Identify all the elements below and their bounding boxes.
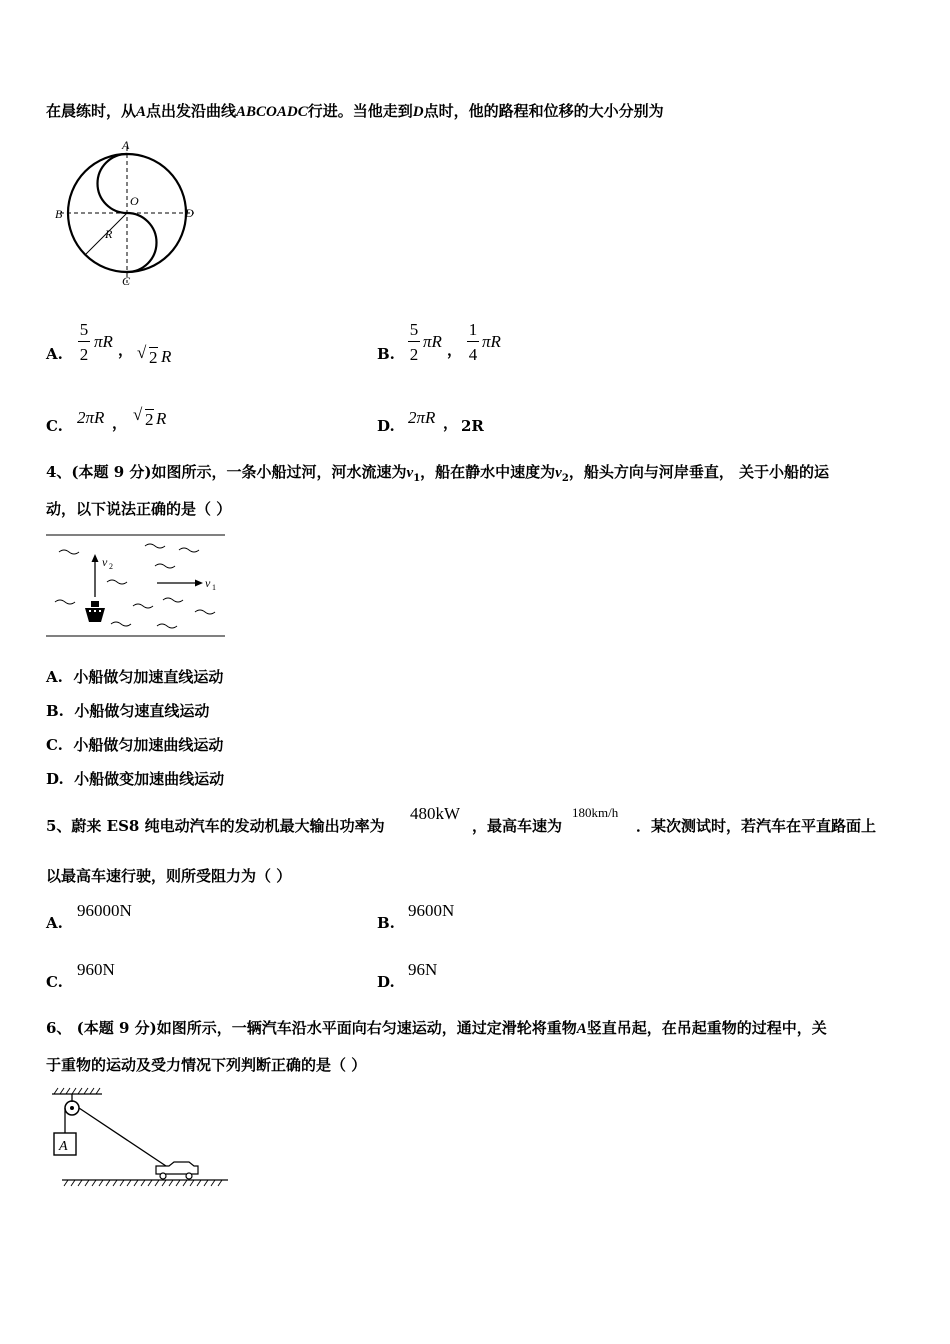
car-icon [156,1162,198,1179]
q4-stem: 4、(本题 9 分)如图所示，一条小船过河，河水流速为$v_1$，船在静水中速度为$v_2$，船头方向与河岸垂直， 关于小船的运 [46,463,830,484]
svg-text:1: 1 [212,583,216,592]
fig-v2: v [102,555,108,569]
q5-option-d-label[interactable]: D. [377,973,395,991]
q5-stem-b: ，最高车速为 [472,817,563,835]
label-d: D [185,206,194,220]
q3-stem: 在晨练时，从A点出发沿曲线ABCOADC行进。当他走到D点时，他的路程和位移的大小分别为 [46,102,664,120]
q5-option-a-label[interactable]: A. [46,914,63,932]
q5-speed: 180km/h [572,805,619,820]
q3-a-numerator: 5 [79,320,89,339]
q3-option-d-label[interactable]: D. [377,417,395,435]
fraction-bar [78,341,90,342]
svg-text:2: 2 [109,562,113,571]
q3-a-pi-r: πR [94,332,113,351]
sqrt-icon: √ [133,405,143,424]
fig-v1: v [205,576,211,590]
q5-stem-c: ．某次测试时，若汽车在平直路面上 [636,817,877,835]
q5-option-b-value: 9600N [408,901,455,920]
label-o: O [130,194,139,208]
q4-option-a[interactable]: A. 小船做匀加速直线运动 [46,668,224,686]
label-c: C [122,274,131,288]
fraction-bar [467,341,479,342]
q4-river-figure [45,530,230,642]
boat-icon [85,601,105,622]
sqrt-icon: √ [137,343,147,362]
q5-power: 480kW [410,804,461,823]
q6-stem: 6、 (本题 9 分)如图所示，一辆汽车沿水平面向右匀速运动，通过定滑轮将重物A竖直吊起，在吊起重物的过程中，关 [46,1019,827,1037]
fraction-bar [408,341,420,342]
q3-option-a-label[interactable]: A. [46,345,63,363]
q5-option-c-label[interactable]: C. [46,973,63,991]
q4-option-d[interactable]: D. 小船做变加速曲线运动 [46,770,225,788]
label-b: B [55,207,63,221]
label-a: A [122,138,130,152]
fig-weight-label: A [59,1139,68,1154]
q6-pulley-figure [44,1086,234,1190]
q5-option-c-value: 960N [77,960,115,979]
q3-a-denominator: 2 [79,345,89,364]
q5-option-b-label[interactable]: B. [377,914,395,932]
q5-stem-line2: 以最高车速行驶，则所受阻力为（ ） [46,867,292,885]
q4-option-c[interactable]: C. 小船做匀加速曲线运动 [46,736,224,754]
q3-a-radicand: 2 [149,348,158,367]
q3-option-c-label[interactable]: C. [46,417,63,435]
q3-option-b-label[interactable]: B. [377,345,395,363]
q4-option-b[interactable]: B. 小船做匀速直线运动 [46,702,210,720]
q5-stem-a: 5、蔚来 ES8 纯电动汽车的发动机最大输出功率为 [46,817,385,835]
label-r: R [105,227,113,241]
q6-stem-line2: 于重物的运动及受力情况下列判断正确的是（ ） [46,1056,367,1074]
q5-option-a-value: 96000N [77,901,132,920]
q3-circle-figure [50,135,210,295]
q5-option-d-value: 96N [408,960,438,979]
q4-stem-line2: 动，以下说法正确的是（ ） [46,500,232,518]
